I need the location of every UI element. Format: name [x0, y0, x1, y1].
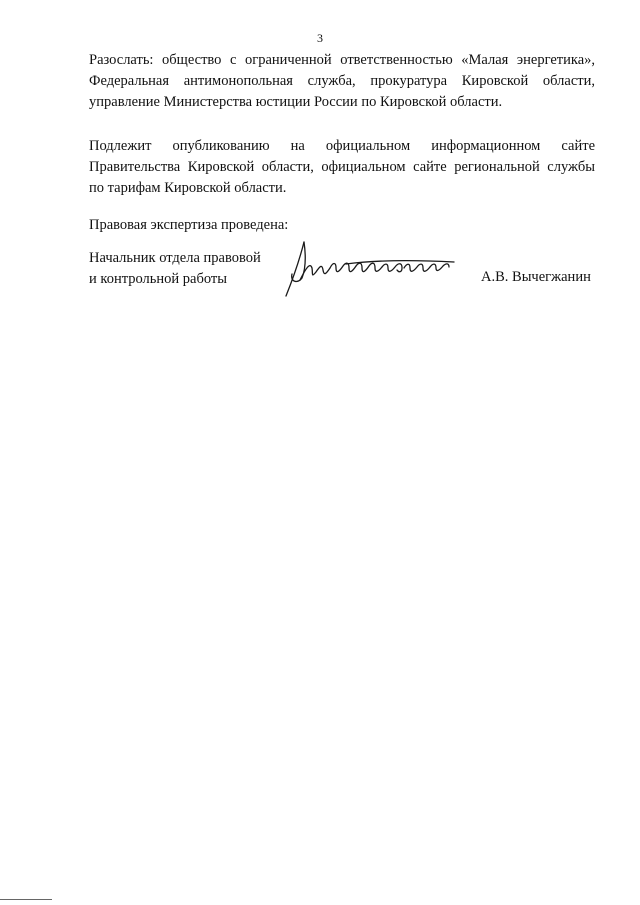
distribution-line: Федеральная антимонопольная служба, прокуратура Кировской области, [89, 73, 595, 89]
legal-review-text: Правовая экспертиза проведена: [89, 217, 289, 233]
handwritten-signature-icon [276, 238, 466, 300]
signatory-title [89, 248, 261, 290]
publication-line: Подлежит опубликованию на официальном информационном сайте [89, 138, 595, 154]
distribution-line: управление Министерства юстиции России по Кировской области. [89, 94, 503, 110]
publication-paragraph [89, 136, 595, 199]
publication-line: Правительства Кировской области, официальном сайте региональной службы [89, 159, 595, 175]
signatory-title-line: Начальник отдела правовой [89, 250, 261, 266]
publication-line: по тарифам Кировской области. [89, 180, 287, 196]
signatory-name: А.В. Вычегжанин [481, 269, 591, 285]
footnote-divider [0, 899, 52, 900]
page-number: 3 [317, 31, 323, 45]
signatory-title-line: и контрольной работы [89, 271, 227, 287]
distribution-paragraph [89, 50, 595, 113]
distribution-line: Разослать: общество с ограниченной ответственностью «Малая энергетика», [89, 52, 595, 68]
